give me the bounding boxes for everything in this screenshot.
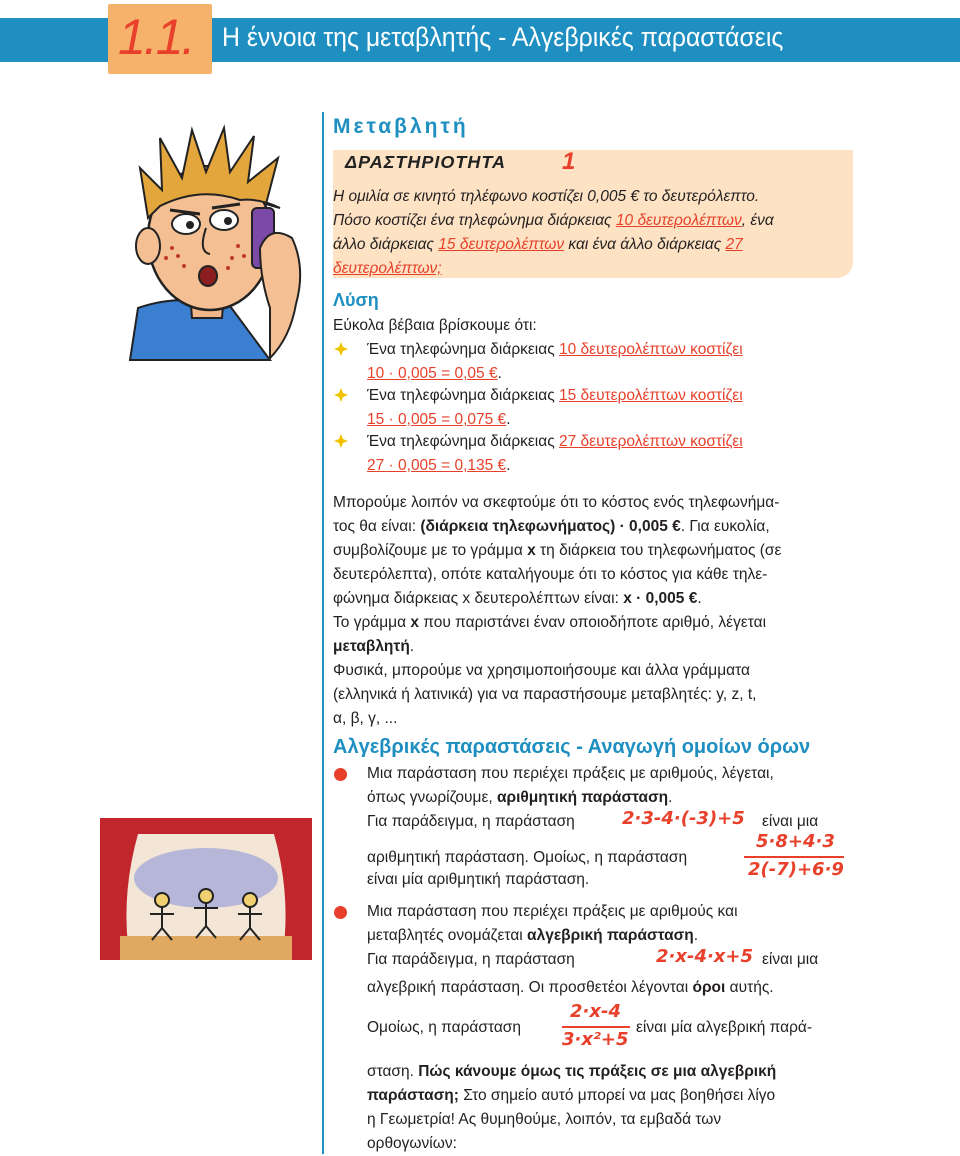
margin-rule [322, 112, 324, 1154]
diamond-bullet-icon [334, 342, 348, 356]
red-bullet-icon [334, 768, 347, 781]
paragraph-cost: Μπορούμε λοιπόν να σκεφτούμε ότι το κόστος ενός τηλεφωνήμα- τος θα είναι: (διάρκεια τηλεφωνήματος) · 0,005 €. Για ευκολία, συμβολίζουμε με το γράμμα x τη διάρκεια του τηλεφωνήματος (σε δευτερόλεπτα), οπότε καταλήγουμε ότι το κόστος για κάθε τηλε- φώνημα διάρκειας x δευτερολέπτων είναι: x · 0,005 €. [333, 494, 782, 607]
algebraic-example-tail: είναι μια [762, 951, 819, 968]
paragraph-other-letters: Φυσικά, μπορούμε να χρησιμοποιήσουμε και άλλα γράμματα (ελληνικά ή λατινικά) για να παραστήσουμε μεταβλητές: y, z, t, α, β, γ, ... [333, 662, 757, 727]
section-number: 1.1. [118, 9, 194, 65]
algebraic-line: είναι μία αλγεβρική παρά- [636, 1019, 813, 1036]
solution-bullet: Ένα τηλεφώνημα διάρκειας 27 δευτερολέπτων κοστίζει 27 · 0,005 = 0,135 €. [367, 433, 743, 474]
activity-line: άλλο διάρκειας 15 δευτερολέπτων και ένα άλλο διάρκειας 27 [333, 236, 743, 253]
arithmetic-item: Μια παράσταση που περιέχει πράξεις με αριθμούς, λέγεται, όπως γνωρίζουμε, αριθμητική παράσταση. [367, 765, 774, 806]
algebraic-item: Μια παράσταση που περιέχει πράξεις με αριθμούς και μεταβλητές ονομάζεται αλγεβρική παράσταση. [367, 903, 738, 944]
solution-bullet: Ένα τηλεφώνημα διάρκειας 15 δευτερολέπτων κοστίζει 15 · 0,005 = 0,075 €. [367, 387, 743, 428]
arithmetic-line: αριθμητική παράσταση. Ομοίως, η παράσταση [367, 849, 688, 866]
fraction-numerator: 5·8+4·3 [756, 831, 835, 852]
algebraic-expression: 2·x-4·x+5 [656, 946, 754, 967]
diamond-bullet-icon [334, 434, 348, 448]
arithmetic-expression: 2·3-4·(-3)+5 [622, 808, 745, 829]
fraction-denominator: 2(-7)+6·9 [748, 859, 844, 880]
page-title: Η έννοια της μεταβλητής - Αλγεβρικές παραστάσεις [222, 22, 784, 52]
algebraic-example-label: Για παράδειγμα, η παράσταση [367, 951, 575, 968]
heading-solution: Λύση [333, 290, 379, 310]
paragraph-variable-def: Το γράμμα x που παριστάνει έναν οποιοδήποτε αριθμό, λέγεται μεταβλητή. [333, 614, 767, 655]
red-bullet-icon [334, 906, 347, 919]
arithmetic-example-tail: είναι μια [762, 813, 819, 830]
activity-line: Πόσο κοστίζει ένα τηλεφώνημα διάρκειας 10 δευτερολέπτων, ένα [333, 212, 774, 229]
algebraic-line: Ομοίως, η παράσταση [367, 1019, 521, 1036]
heading-variable: Μεταβλητή [333, 115, 469, 138]
algebraic-line: αλγεβρική παράσταση. Οι προσθετέοι λέγονται όροι αυτής. [367, 979, 774, 996]
fraction-denominator: 3·x²+5 [562, 1029, 629, 1050]
diamond-bullet-icon [334, 388, 348, 402]
solution-bullet: Ένα τηλεφώνημα διάρκειας 10 δευτερολέπτων κοστίζει 10 · 0,005 = 0,05 €. [367, 341, 743, 382]
activity-text [333, 185, 855, 281]
theater-stage-illustration [100, 818, 312, 960]
arithmetic-example-label: Για παράδειγμα, η παράσταση [367, 813, 575, 830]
activity-number: 1 [562, 148, 576, 175]
fraction-numerator: 2·x-4 [570, 1001, 621, 1022]
activity-line: Η ομιλία σε κινητό τηλέφωνο κοστίζει 0,005 € το δευτερόλεπτο. [333, 188, 760, 205]
heading-algebraic: Αλγεβρικές παραστάσεις - Αναγωγή ομοίων όρων [333, 736, 811, 758]
section-number-box [108, 4, 212, 74]
solution-intro: Εύκολα βέβαια βρίσκουμε ότι: [333, 317, 537, 334]
arithmetic-line: είναι μία αριθμητική παράσταση. [367, 871, 590, 888]
boy-on-phone-illustration [120, 128, 320, 360]
activity-label: ΔΡΑΣΤΗΡΙΟΤΗΤΑ [345, 152, 507, 172]
algebraic-paragraph: σταση. Πώς κάνουμε όμως τις πράξεις σε μια αλγεβρική παράσταση; Στο σημείο αυτό μπορεί να μας βοηθήσει λίγο η Γεωμετρία! Ας θυμηθούμε, λοιπόν, τα εμβαδά των ορθογωνίων: [367, 1063, 777, 1152]
activity-line: δευτερολέπτων; [333, 260, 442, 277]
